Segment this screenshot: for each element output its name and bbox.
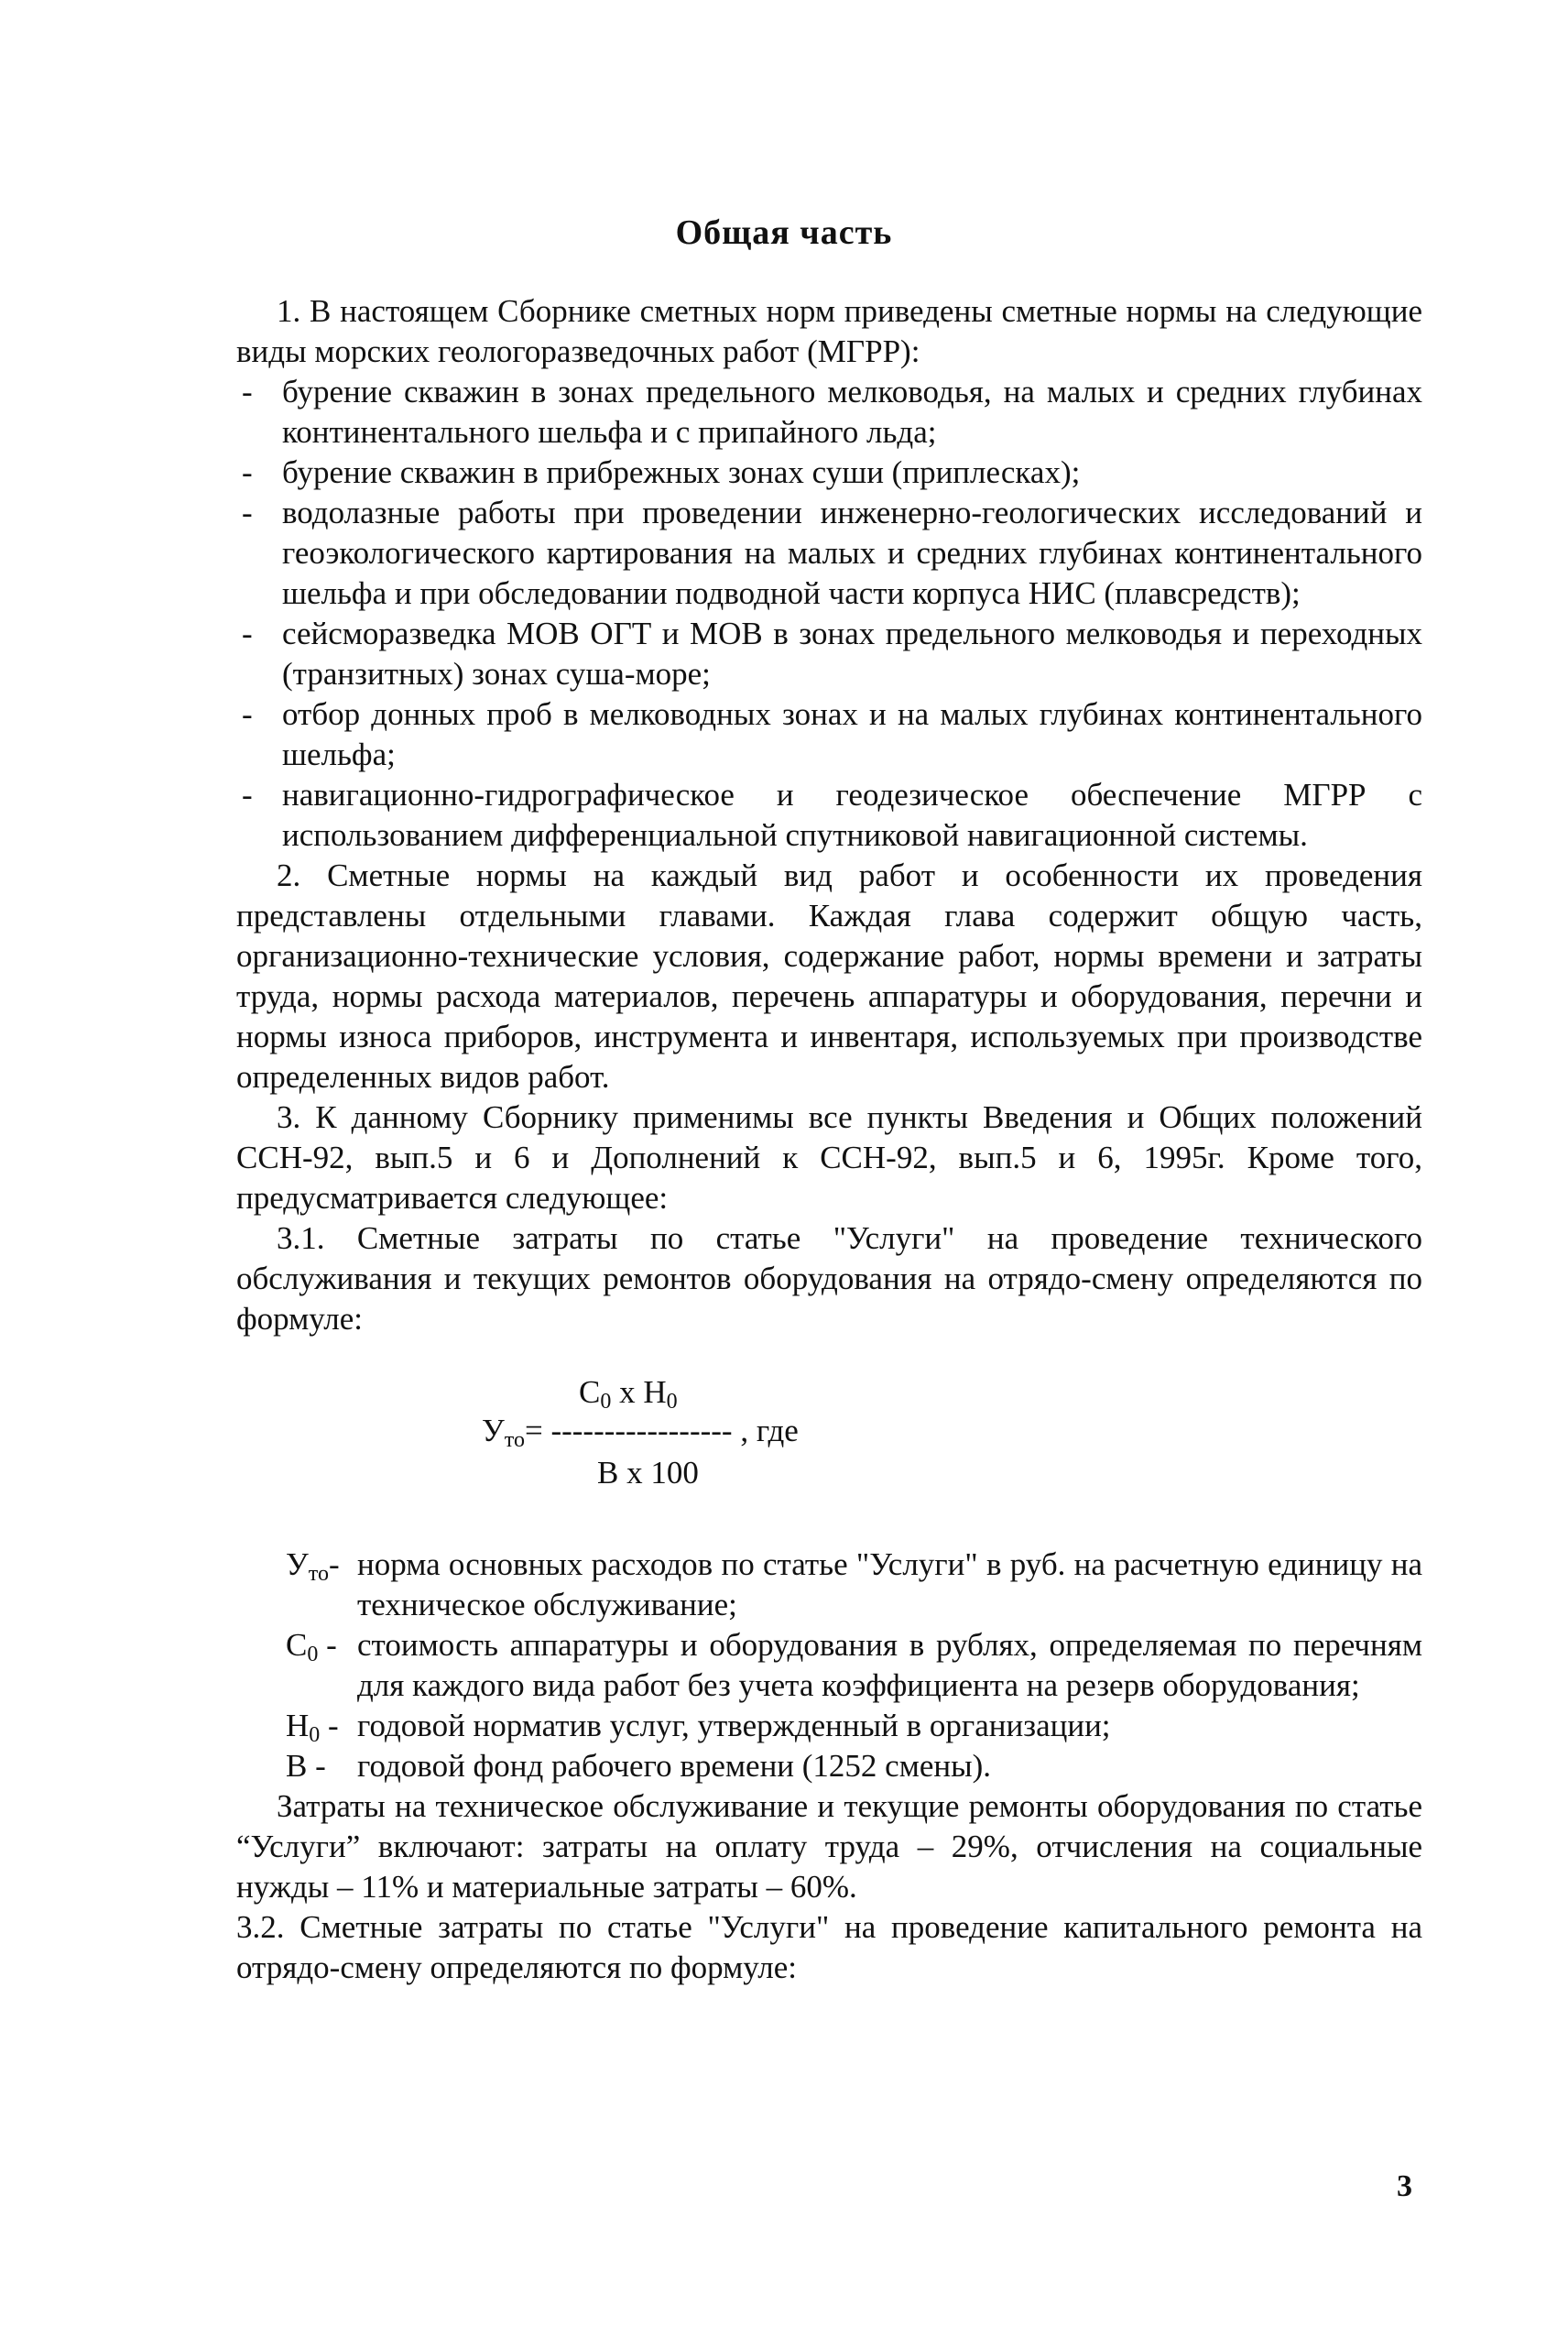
list-item <box>236 614 1422 694</box>
list-dash: - <box>242 374 253 410</box>
paragraph-2: 2. Сметные нормы на каждый вид работ и особенности их проведения представлены отдельными главами. Каждая глава содержит общую часть, организационно-технические условия, содержание работ, нормы времени и затраты труда, нормы расхода материалов, перечень аппаратуры и оборудования, перечни и нормы износа приборов, инструмента и инвентаря, используемых при производстве определенных видов работ. <box>236 857 1422 1095</box>
list-item <box>236 372 1422 453</box>
paragraph-3: 3. К данному Сборнику применимы все пункты Введения и Общих положений ССН-92, вып.5 и 6 и Дополнений к ССН-92, вып.5 и 6, 1995г. Кроме того, предусматривается следующее: <box>236 1099 1422 1216</box>
page-title: Общая часть <box>675 213 893 252</box>
list-dash: - <box>242 495 253 530</box>
definition-text: норма основных расходов по статье "Услуги" в руб. на расчетную единицу на техническое обслуживание; <box>357 1546 1422 1622</box>
list-dash: - <box>242 777 253 813</box>
definition-text: стоимость аппаратуры и оборудования в рублях, определяемая по перечням для каждого вида работ без учета коэффициента на резерв оборудования; <box>357 1627 1422 1703</box>
list-dash: - <box>242 696 253 732</box>
page-number: 3 <box>1397 2169 1412 2203</box>
list-item-text: бурение скважин в зонах предельного мелководья, на малых и средних глубинах континентального шельфа и с припайного льда; <box>282 374 1422 450</box>
document-body <box>236 291 1422 1988</box>
list-dash: - <box>242 616 253 651</box>
list-item-text: отбор донных проб в мелководных зонах и на малых глубинах континентального шельфа; <box>282 696 1422 772</box>
definition-text: годовой норматив услуг, утвержденный в организации; <box>357 1708 1111 1743</box>
definition-text: годовой фонд рабочего времени (1252 смены). <box>357 1748 992 1784</box>
formula-numerator: $С_0$ х $Н_0$ <box>579 1374 678 1414</box>
list-item-text: бурение скважин в прибрежных зонах суши (приплесках); <box>282 454 1081 490</box>
list-item-text: сейсморазведка МОВ ОГТ и МОВ в зонах предельного мелководья и переходных (транзитных) зонах суша-море; <box>282 616 1422 692</box>
definition-item: $У_{то}-$ норма основных расходов по статье "Услуги" в руб. на расчетную единицу на техническое обслуживание; <box>286 1545 1422 1625</box>
definition-item: $С_0$ - стоимость аппаратуры и оборудования в рублях, определяемая по перечням для каждого вида работ без учета коэффициента на резерв оборудования; <box>286 1625 1422 1706</box>
list-item <box>236 493 1422 614</box>
definition-item: $Н_0$ - годовой норматив услуг, утвержденный в организации; <box>286 1706 1422 1746</box>
list-item <box>236 694 1422 775</box>
definition-item: В - годовой фонд рабочего времени (1252 смены). <box>286 1746 1422 1786</box>
formula-definitions <box>286 1545 1422 1786</box>
formula-maintenance-cost <box>236 1372 1422 1528</box>
list-item-text: водолазные работы при проведении инженерно-геологических исследований и геоэкологического картирования на малых и средних глубинах континентального шельфа и при обследовании подводной части корпуса НИС (плавсредств); <box>282 495 1422 611</box>
paragraph-3-2: 3.2. Сметные затраты по статье "Услуги" на проведение капитального ремонта на отрядо-смену определяются по формуле: <box>236 1909 1422 1985</box>
formula-denominator: В х 100 <box>597 1455 699 1491</box>
paragraph-3-1: 3.1. Сметные затраты по статье "Услуги" на проведение технического обслуживания и текущих ремонтов оборудования на отрядо-смену определяются по формуле: <box>236 1220 1422 1337</box>
list-item-text: навигационно-гидрографическое и геодезическое обеспечение МГРР с использованием дифференциальной спутниковой навигационной системы. <box>282 777 1422 853</box>
list-item <box>236 775 1422 856</box>
list-dash: - <box>242 454 253 490</box>
paragraph-costs: Затраты на техническое обслуживание и текущие ремонты оборудования по статье “Услуги” включают: затраты на оплату труда – 29%, отчисления на социальные нужды – 11% и материальные затраты – 60%. <box>236 1788 1422 1905</box>
work-types-list <box>236 372 1422 856</box>
formula-fraction-line: $У_{то}=$ ----------------- , где <box>482 1413 799 1452</box>
paragraph-1: 1. В настоящем Сборнике сметных норм приведены сметные нормы на следующие виды морских геологоразведочных работ (МГРР): <box>236 293 1422 369</box>
list-item <box>236 453 1422 493</box>
